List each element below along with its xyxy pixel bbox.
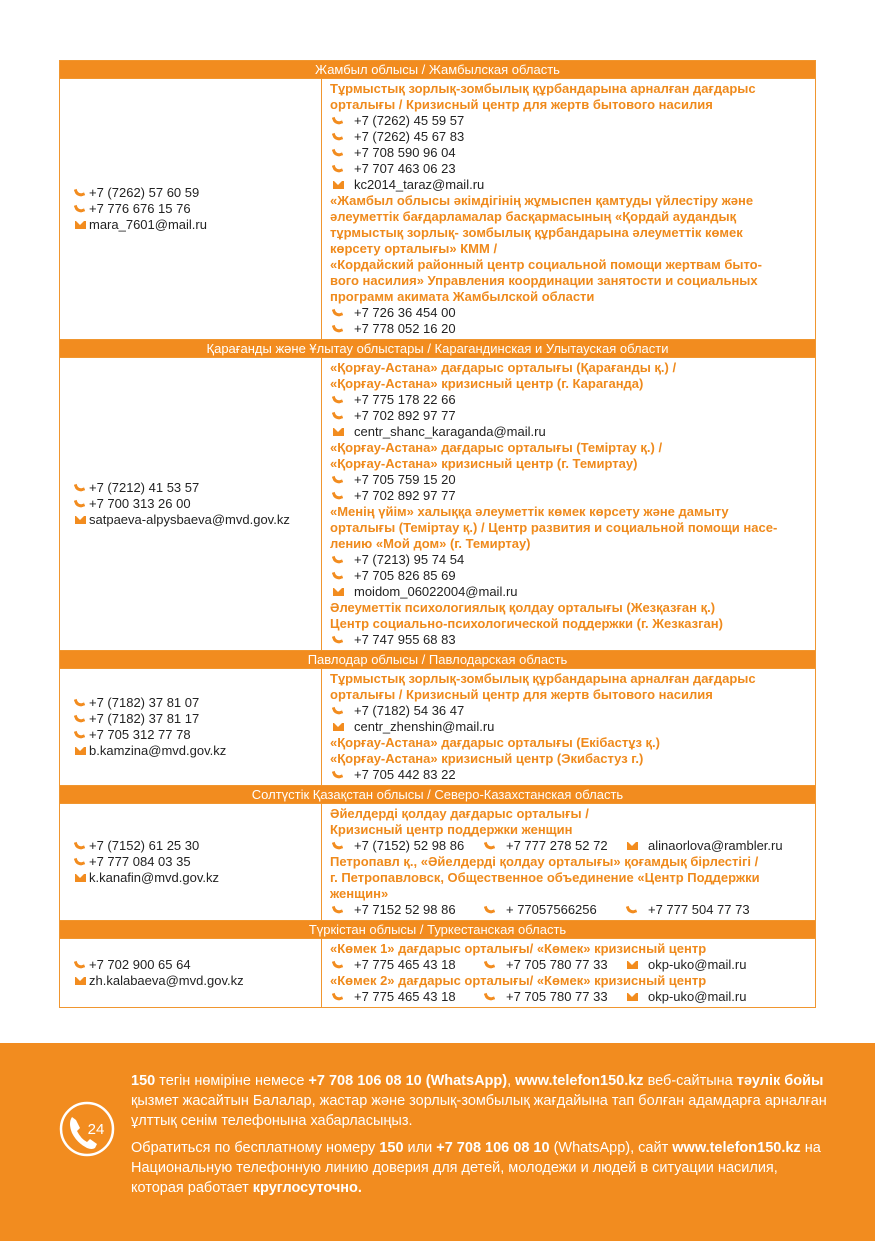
helpline-text-segment: Обратиться по бесплатному номеру — [131, 1140, 380, 1156]
helpline-text-segment: қызмет жасайтын Балалар, жастар және зорлық-зомбылық жағдайына тап болған адамдарға арналған ұлттық сенім телефонына хабарласыңыз. — [131, 1093, 827, 1129]
center-title-line: «Қорғау-Астана» дағдарыс орталығы (Екібастұз қ.) — [330, 735, 661, 750]
phone-icon — [332, 991, 344, 1003]
phone-icon — [332, 959, 344, 971]
phone-line — [330, 703, 815, 719]
phone-text: +7 (7182) 54 36 47 — [354, 703, 465, 718]
center-title-line: Әйелдерді қолдау дағдарыс орталығы / — [330, 806, 589, 821]
envelope-icon — [75, 747, 86, 755]
phone-line — [330, 305, 815, 321]
phone-line — [75, 854, 321, 870]
crisis-centers — [322, 358, 815, 650]
phone-line — [330, 129, 815, 145]
center-title-line: «Қорғау-Астана» кризисный центр (Экибастуз г.) — [330, 751, 644, 766]
phone-icon — [332, 163, 344, 175]
center-title-line: орталығы / Кризисный центр для жертв бытового насилия — [330, 687, 713, 702]
phone-text: +7 775 178 22 66 — [354, 392, 456, 407]
phone-text: +7 777 504 77 73 — [648, 902, 750, 917]
phone-icon — [332, 323, 344, 335]
phone-line — [75, 957, 321, 973]
phone-text: +7 705 759 15 20 — [354, 472, 456, 487]
phone-text: +7 (7182) 37 81 17 — [89, 711, 200, 726]
envelope-icon — [333, 588, 344, 596]
helpline-text-segment: тегін нөміріне немесе — [155, 1073, 309, 1089]
phone-icon — [484, 904, 496, 916]
helpline-text-segment: +7 708 106 08 10 (WhatsApp) — [308, 1073, 508, 1089]
phone-icon — [74, 713, 86, 725]
helpline-text-segment: тәулік бойы — [736, 1073, 824, 1089]
phone-text: +7 700 313 26 00 — [89, 496, 191, 511]
region-header: Қарағанды және Ұлытау облыстары / Карагандинская и Улытауская области — [60, 340, 815, 358]
center-title-line: «Көмек 2» дағдарыс орталығы/ «Көмек» кризисный центр — [330, 973, 707, 988]
phone-icon — [332, 769, 344, 781]
region-row — [60, 358, 815, 651]
phone-24-icon — [58, 1100, 116, 1158]
region-header: Павлодар облысы / Павлодарская область — [60, 651, 815, 669]
phone-text: +7 777 278 52 72 — [506, 838, 608, 853]
phone-icon — [74, 840, 86, 852]
phone-icon — [484, 959, 496, 971]
envelope-icon — [75, 516, 86, 524]
phone-icon — [332, 394, 344, 406]
helpline-text-segment: +7 708 106 08 10 — [436, 1140, 550, 1156]
phone-chip — [333, 989, 485, 1005]
phone-text: +7 777 084 03 35 — [89, 854, 191, 869]
center-title-line: орталығы (Теміртау қ.) / Центр развития и социальной помощи насе- — [330, 520, 778, 535]
phone-icon — [332, 840, 344, 852]
phone-icon — [332, 307, 344, 319]
center-title-line: лению «Мой дом» (г. Темиртау) — [330, 536, 531, 551]
helpline-text-segment: 150 — [379, 1140, 404, 1156]
helpline-text-segment: (WhatsApp), сайт — [549, 1140, 673, 1156]
envelope-icon — [75, 221, 86, 229]
phone-icon — [74, 498, 86, 510]
email-text: centr_zhenshin@mail.ru — [354, 719, 495, 734]
phone-icon — [74, 187, 86, 199]
phone-icon — [484, 991, 496, 1003]
phone-line — [330, 145, 815, 161]
phone-icon — [332, 705, 344, 717]
envelope-icon — [75, 874, 86, 882]
phone-icon — [74, 203, 86, 215]
phone-line — [330, 472, 815, 488]
helpline-text-segment: или — [403, 1140, 437, 1156]
region-row — [60, 669, 815, 786]
phone-text: +7 707 463 06 23 — [354, 161, 456, 176]
phone-line — [330, 632, 815, 648]
phone-icon — [332, 410, 344, 422]
phone-line — [75, 838, 321, 854]
badge-number: 24 — [87, 1121, 105, 1138]
phone-line — [330, 392, 815, 408]
email-chip — [627, 989, 787, 1005]
contact-line — [330, 902, 815, 918]
center-title-line: Центр социально-психологической поддержки (г. Жезказган) — [330, 616, 723, 631]
email-line — [75, 743, 321, 759]
center-title-line: тұрмыстық зорлық- зомбылық құрбандарына әлеуметтік көмек — [330, 225, 743, 240]
email-line — [75, 512, 321, 528]
phone-line — [75, 201, 321, 217]
envelope-icon — [333, 181, 344, 189]
crisis-centers — [322, 804, 815, 920]
center-title-line: Петропавл қ., «Әйелдерді қолдау орталығы» қоғамдық бірлестігі / — [330, 854, 759, 869]
phone-chip — [485, 989, 627, 1005]
center-title-line: Тұрмыстық зорлық-зомбылық құрбандарына арналған дағдарыс — [330, 671, 756, 686]
email-text: mara_7601@mail.ru — [89, 217, 207, 232]
email-text: alinaorlova@rambler.ru — [648, 838, 783, 853]
phone-icon — [332, 904, 344, 916]
phone-text: +7 726 36 454 00 — [354, 305, 456, 320]
center-title-line: орталығы / Кризисный центр для жертв бытового насилия — [330, 97, 713, 112]
center-title-line: г. Петропавловск, Общественное объединение «Центр Поддержки женщин» — [330, 870, 760, 901]
phone-text: +7 775 465 43 18 — [354, 989, 456, 1004]
email-chip — [627, 838, 787, 854]
phone-text: +7 705 312 77 78 — [89, 727, 191, 742]
center-title-line: Кризисный центр поддержки женщин — [330, 822, 573, 837]
email-line — [75, 973, 321, 989]
email-text: okp-uko@mail.ru — [648, 989, 747, 1004]
contacts-table — [59, 60, 816, 1008]
phone-text: +7 708 590 96 04 — [354, 145, 456, 160]
police-contacts — [60, 804, 322, 920]
phone-line — [330, 767, 815, 783]
crisis-centers — [322, 669, 815, 785]
helpline-text-segment: на Национальную телефонную линию доверия для детей, молодежи и людей в ситуации насилия, которая работает — [131, 1140, 821, 1196]
phone-chip — [333, 838, 485, 854]
police-contacts — [60, 939, 322, 1007]
phone-chip — [485, 902, 627, 918]
email-line — [330, 424, 815, 440]
helpline-text-segment: веб-сайтына — [643, 1073, 737, 1089]
phone-text: +7 702 892 97 77 — [354, 488, 456, 503]
email-line — [330, 719, 815, 735]
phone-icon — [332, 570, 344, 582]
center-title-line: Тұрмыстық зорлық-зомбылық құрбандарына арналған дағдарыс — [330, 81, 756, 96]
phone-icon — [332, 490, 344, 502]
police-contacts — [60, 358, 322, 650]
phone-icon — [74, 856, 86, 868]
helpline-text-ru — [131, 1138, 831, 1198]
email-text: okp-uko@mail.ru — [648, 957, 747, 972]
phone-line — [75, 185, 321, 201]
phone-icon — [626, 904, 638, 916]
contact-line — [330, 957, 815, 973]
phone-icon — [332, 115, 344, 127]
phone-text: +7 747 955 68 83 — [354, 632, 456, 647]
phone-text: +7 776 676 15 76 — [89, 201, 191, 216]
email-line — [330, 584, 815, 600]
helpline-banner — [0, 1043, 875, 1241]
phone-text: +7 705 826 85 69 — [354, 568, 456, 583]
email-line — [75, 870, 321, 886]
phone-text: +7 (7212) 41 53 57 — [89, 480, 200, 495]
phone-icon — [332, 474, 344, 486]
center-title-line: «Қорғау-Астана» дағдарыс орталығы (Қарағанды қ.) / — [330, 360, 677, 375]
phone-icon — [332, 131, 344, 143]
phone-icon — [74, 482, 86, 494]
phone-icon — [332, 554, 344, 566]
center-title-line: әлеуметтік бағдарламалар басқармасының «Қордай аудандық — [330, 209, 737, 224]
phone-chip — [333, 957, 485, 973]
region-row — [60, 804, 815, 921]
phone-text: +7 (7152) 61 25 30 — [89, 838, 200, 853]
phone-text: +7 7152 52 98 86 — [354, 902, 456, 917]
center-title-line: вого насилия» Управления координации занятости и социальных — [330, 273, 758, 288]
helpline-text-segment: www.telefon150.kz — [672, 1140, 801, 1156]
phone-text: +7 (7262) 45 67 83 — [354, 129, 465, 144]
crisis-centers — [322, 79, 815, 339]
helpline-text-segment: 150 — [131, 1073, 156, 1089]
center-title-line: Әлеуметтік психологиялық қолдау орталығы (Жезқазған қ.) — [330, 600, 716, 615]
center-title-line: көрсету орталығы» КММ / — [330, 241, 498, 256]
envelope-icon — [627, 842, 638, 850]
region-row — [60, 939, 815, 1008]
phone-line — [75, 695, 321, 711]
center-title-line: программ акимата Жамбылской области — [330, 289, 595, 304]
region-header: Жамбыл облысы / Жамбылская область — [60, 61, 815, 79]
police-contacts — [60, 79, 322, 339]
phone-line — [330, 552, 815, 568]
phone-chip — [627, 902, 787, 918]
phone-text: +7 (7152) 52 98 86 — [354, 838, 465, 853]
center-title-line: «Қорғау-Астана» дағдарыс орталығы (Теміртау қ.) / — [330, 440, 663, 455]
phone-text: + 77057566256 — [506, 902, 597, 917]
region-header: Солтүстік Қазақстан облысы / Северо-Казахстанская область — [60, 786, 815, 804]
email-line — [330, 177, 815, 193]
center-title-line: «Қорғау-Астана» кризисный центр (г. Темиртау) — [330, 456, 638, 471]
helpline-text-kz — [131, 1071, 831, 1131]
phone-line — [330, 113, 815, 129]
envelope-icon — [627, 993, 638, 1001]
envelope-icon — [75, 977, 86, 985]
envelope-icon — [333, 428, 344, 436]
envelope-icon — [333, 723, 344, 731]
phone-text: +7 (7262) 45 59 57 — [354, 113, 465, 128]
email-text: zh.kalabaeva@mvd.gov.kz — [89, 973, 244, 988]
phone-icon — [74, 697, 86, 709]
email-chip — [627, 957, 787, 973]
email-text: satpaeva-alpysbaeva@mvd.gov.kz — [89, 512, 290, 527]
phone-icon — [332, 634, 344, 646]
crisis-centers — [322, 939, 815, 1007]
phone-line — [330, 568, 815, 584]
email-text: moidom_06022004@mail.ru — [354, 584, 518, 599]
center-title-line: «Кордайский районный центр социальной помощи жертвам быто- — [330, 257, 762, 272]
phone-line — [330, 321, 815, 337]
envelope-icon — [627, 961, 638, 969]
phone-text: +7 702 900 65 64 — [89, 957, 191, 972]
phone-line — [75, 496, 321, 512]
phone-line — [75, 480, 321, 496]
phone-icon — [74, 959, 86, 971]
center-title-line: «Менің үйім» халыққа әлеуметтік көмек көрсету және дамыту — [330, 504, 729, 519]
center-title-line: «Көмек 1» дағдарыс орталығы/ «Көмек» кризисный центр — [330, 941, 707, 956]
email-text: b.kamzina@mvd.gov.kz — [89, 743, 227, 758]
email-text: kc2014_taraz@mail.ru — [354, 177, 485, 192]
police-contacts — [60, 669, 322, 785]
phone-text: +7 775 465 43 18 — [354, 957, 456, 972]
phone-icon — [74, 729, 86, 741]
phone-line — [330, 408, 815, 424]
phone-line — [330, 161, 815, 177]
helpline-text-segment: круглосуточно. — [252, 1180, 362, 1196]
center-title-line: «Қорғау-Астана» кризисный центр (г. Караганда) — [330, 376, 644, 391]
contact-line — [330, 989, 815, 1005]
phone-chip — [485, 957, 627, 973]
center-title-line: «Жамбыл облысы әкімдігінің жұмыспен қамтуды үйлестіру және — [330, 193, 754, 208]
email-text: centr_shanc_karaganda@mail.ru — [354, 424, 546, 439]
phone-text: +7 (7262) 57 60 59 — [89, 185, 200, 200]
phone-text: +7 778 052 16 20 — [354, 321, 456, 336]
phone-text: +7 705 780 77 33 — [506, 957, 608, 972]
email-text: k.kanafin@mvd.gov.kz — [89, 870, 220, 885]
phone-icon — [332, 147, 344, 159]
phone-text: +7 (7213) 95 74 54 — [354, 552, 465, 567]
phone-icon — [484, 840, 496, 852]
phone-chip — [333, 902, 485, 918]
region-header: Түркістан облысы / Туркестанская область — [60, 921, 815, 939]
contact-line — [330, 838, 815, 854]
phone-text: +7 702 892 97 77 — [354, 408, 456, 423]
phone-line — [75, 711, 321, 727]
phone-text: +7 705 442 83 22 — [354, 767, 456, 782]
region-row — [60, 79, 815, 340]
helpline-text-segment: , — [507, 1073, 516, 1089]
phone-line — [330, 488, 815, 504]
phone-text: +7 705 780 77 33 — [506, 989, 608, 1004]
phone-chip — [485, 838, 627, 854]
phone-line — [75, 727, 321, 743]
helpline-text-segment: www.telefon150.kz — [515, 1073, 644, 1089]
phone-text: +7 (7182) 37 81 07 — [89, 695, 200, 710]
email-line — [75, 217, 321, 233]
